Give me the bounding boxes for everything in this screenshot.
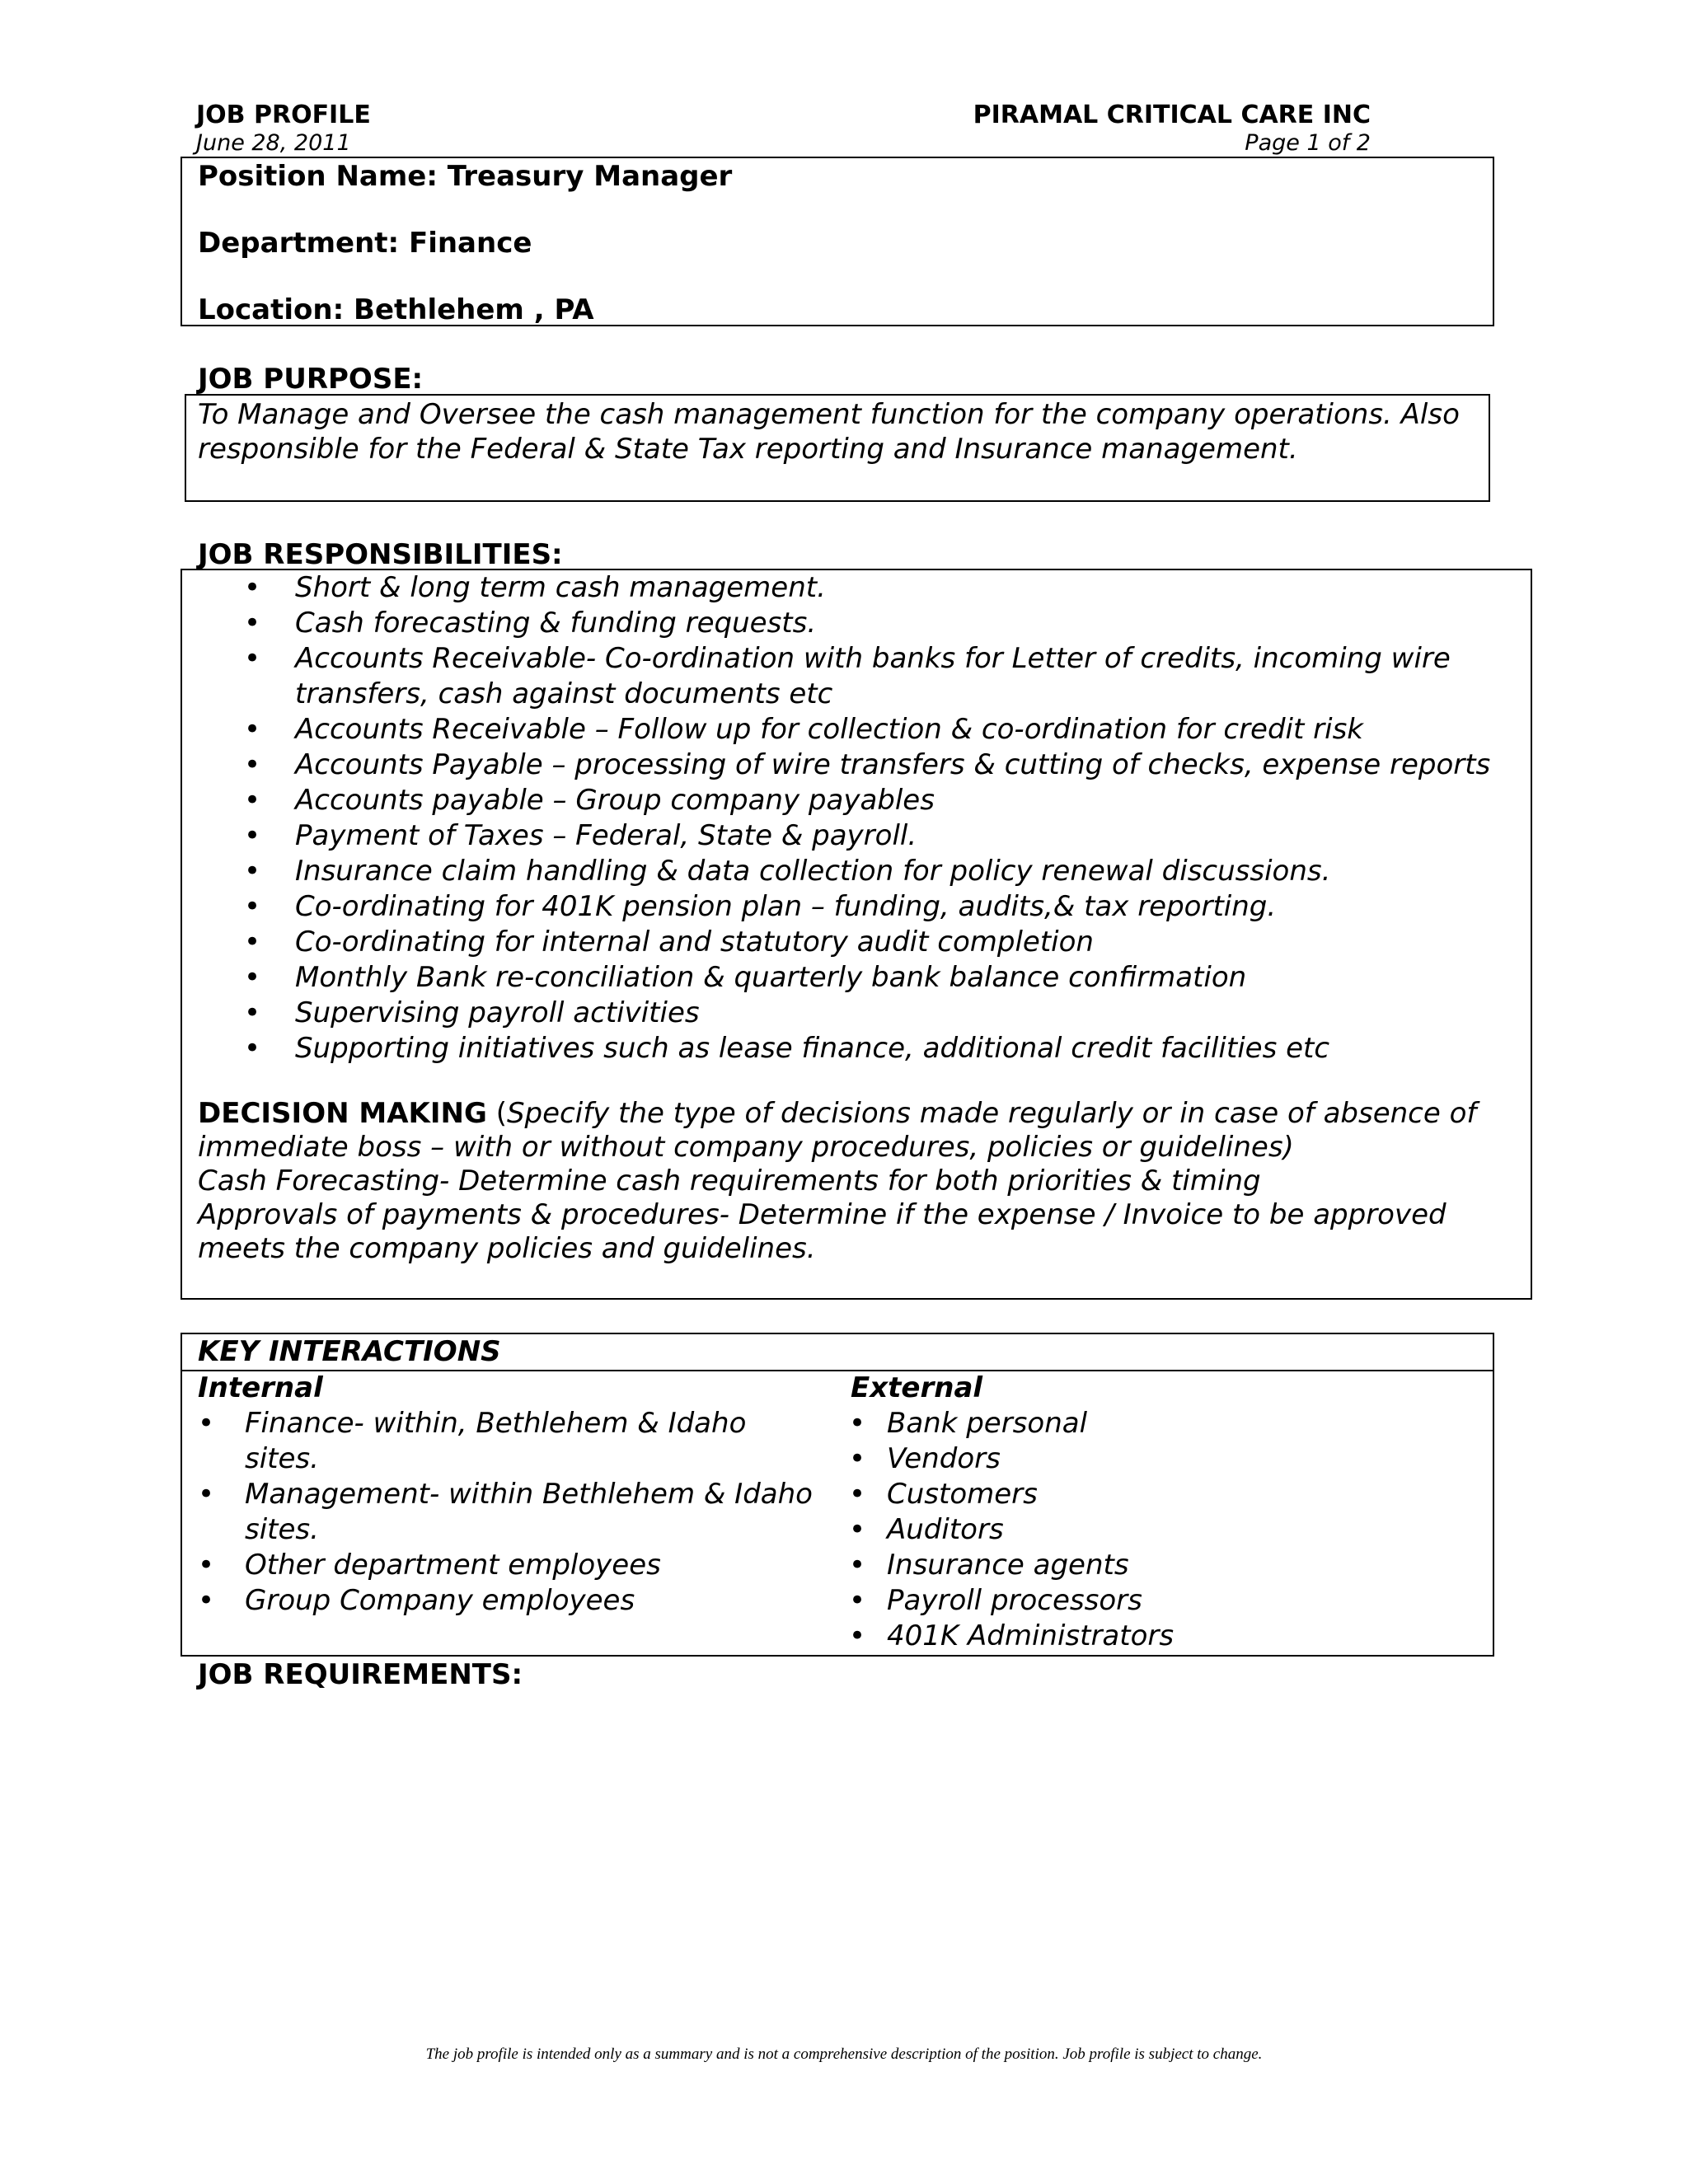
list-item: • Other department employees — [198, 1549, 661, 1582]
list-item: • Accounts Receivable – Follow up for collection & co-ordination for credit risk — [244, 713, 1363, 746]
bullet-icon: • — [244, 819, 261, 852]
decision-making: DECISION MAKING (Specify the type of decisions made regularly or in case of absence of immediate boss – with or without company procedures, policies or guidelines) Cash Forecasting- Determine cash requirements for both priorities & timing Approvals of payments & procedures- Determine if the expense / Invoice to be approved meets the company policies and guidelines. — [198, 1097, 1533, 1266]
list-item: • Accounts Payable – processing of wire transfers & cutting of checks, expense reports — [244, 748, 1491, 781]
bullet-icon: • — [244, 713, 261, 746]
list-item: • 401K Administrators — [849, 1619, 1175, 1652]
external-title: External — [851, 1371, 983, 1404]
list-item: • Customers — [849, 1478, 1038, 1511]
bullet-icon: • — [244, 642, 261, 675]
list-item: • Payment of Taxes – Federal, State & payroll. — [244, 819, 917, 852]
list-item: • Co-ordinating for 401K pension plan – funding, audits,& tax reporting. — [244, 890, 1277, 923]
page-number: Page 1 of 2 — [1245, 130, 1371, 156]
bullet-icon: • — [849, 1549, 866, 1582]
list-item: • Vendors — [849, 1442, 1001, 1475]
list-item: • Short & long term cash management. — [244, 571, 826, 604]
list-item: • Group Company employees — [198, 1584, 635, 1617]
list-item: • Accounts payable – Group company payables — [244, 784, 935, 817]
department: Department: Finance — [198, 227, 532, 260]
doc-date: June 28, 2011 — [196, 130, 351, 156]
list-item: • Supporting initiatives such as lease finance, additional credit facilities etc — [244, 1032, 1330, 1065]
job-requirements-title: JOB REQUIREMENTS: — [198, 1658, 523, 1691]
internal-list — [198, 1406, 824, 1619]
company-name: PIRAMAL CRITICAL CARE INC — [973, 101, 1371, 129]
list-item: • Management- within Bethlehem & Idaho sites. — [198, 1478, 813, 1546]
bullet-icon: • — [244, 855, 261, 888]
bullet-icon: • — [849, 1478, 866, 1511]
list-item: • Bank personal — [849, 1407, 1088, 1440]
list-item: • Auditors — [849, 1513, 1004, 1546]
internal-title: Internal — [198, 1371, 323, 1404]
bullet-icon: • — [244, 996, 261, 1029]
location: Location: Bethlehem , PA — [198, 293, 594, 326]
bullet-icon: • — [198, 1549, 215, 1582]
bullet-icon: • — [849, 1407, 866, 1440]
job-responsibilities-title: JOB RESPONSIBILITIES: — [198, 538, 563, 571]
doc-type-label: JOB PROFILE — [196, 101, 371, 129]
decision-line-approvals: Approvals of payments & procedures- Determine if the expense / Invoice to be approved meets the company policies and guidelines. — [198, 1198, 1447, 1265]
list-item: • Co-ordinating for internal and statutory audit completion — [244, 926, 1094, 958]
decision-making-instructions: Specify the type of decisions made regularly or in case of absence of immediate boss – with or without company procedures, policies or guidelines) — [198, 1097, 1477, 1164]
bullet-icon: • — [198, 1584, 215, 1617]
key-interactions-title: KEY INTERACTIONS — [198, 1335, 501, 1368]
position-name: Position Name: Treasury Manager — [198, 160, 733, 193]
list-item: • Insurance claim handling & data collection for policy renewal discussions. — [244, 855, 1331, 888]
list-item: • Payroll processors — [849, 1584, 1142, 1617]
job-purpose-text: To Manage and Oversee the cash management function for the company operations. Also responsible for the Federal & State Tax reporting and Insurance management. — [198, 398, 1460, 466]
bullet-icon: • — [849, 1584, 866, 1617]
bullet-icon: • — [244, 748, 261, 781]
responsibilities-list — [198, 570, 1517, 1066]
list-item: • Finance- within, Bethlehem & Idaho sites. — [198, 1407, 747, 1475]
bullet-icon: • — [849, 1442, 866, 1475]
list-item: • Monthly Bank re-conciliation & quarterly bank balance confirmation — [244, 961, 1247, 994]
list-item: • Cash forecasting & funding requests. — [244, 607, 817, 640]
bullet-icon: • — [244, 607, 261, 640]
bullet-icon: • — [198, 1478, 215, 1511]
external-list — [849, 1406, 1475, 1654]
decision-line-cash-forecasting: Cash Forecasting- Determine cash requirements for both priorities & timing — [198, 1165, 1261, 1197]
footer-disclaimer: The job profile is intended only as a summary and is not a comprehensive description of the position. Job profile is subject to change. — [425, 2046, 1263, 2063]
decision-making-title: DECISION MAKING — [198, 1097, 487, 1130]
bullet-icon: • — [244, 571, 261, 604]
list-item: • Insurance agents — [849, 1549, 1129, 1582]
job-purpose-title: JOB PURPOSE: — [198, 363, 424, 396]
list-item: • Supervising payroll activities — [244, 996, 700, 1029]
bullet-icon: • — [244, 1032, 261, 1065]
bullet-icon: • — [198, 1407, 215, 1440]
list-item: • Accounts Receivable- Co-ordination with banks for Letter of credits, incoming wire transfers, cash against documents etc — [244, 642, 1451, 710]
bullet-icon: • — [849, 1619, 866, 1652]
bullet-icon: • — [244, 784, 261, 817]
bullet-icon: • — [244, 926, 261, 958]
bullet-icon: • — [244, 890, 261, 923]
bullet-icon: • — [244, 961, 261, 994]
key-interactions-divider — [181, 1370, 1494, 1371]
bullet-icon: • — [849, 1513, 866, 1546]
